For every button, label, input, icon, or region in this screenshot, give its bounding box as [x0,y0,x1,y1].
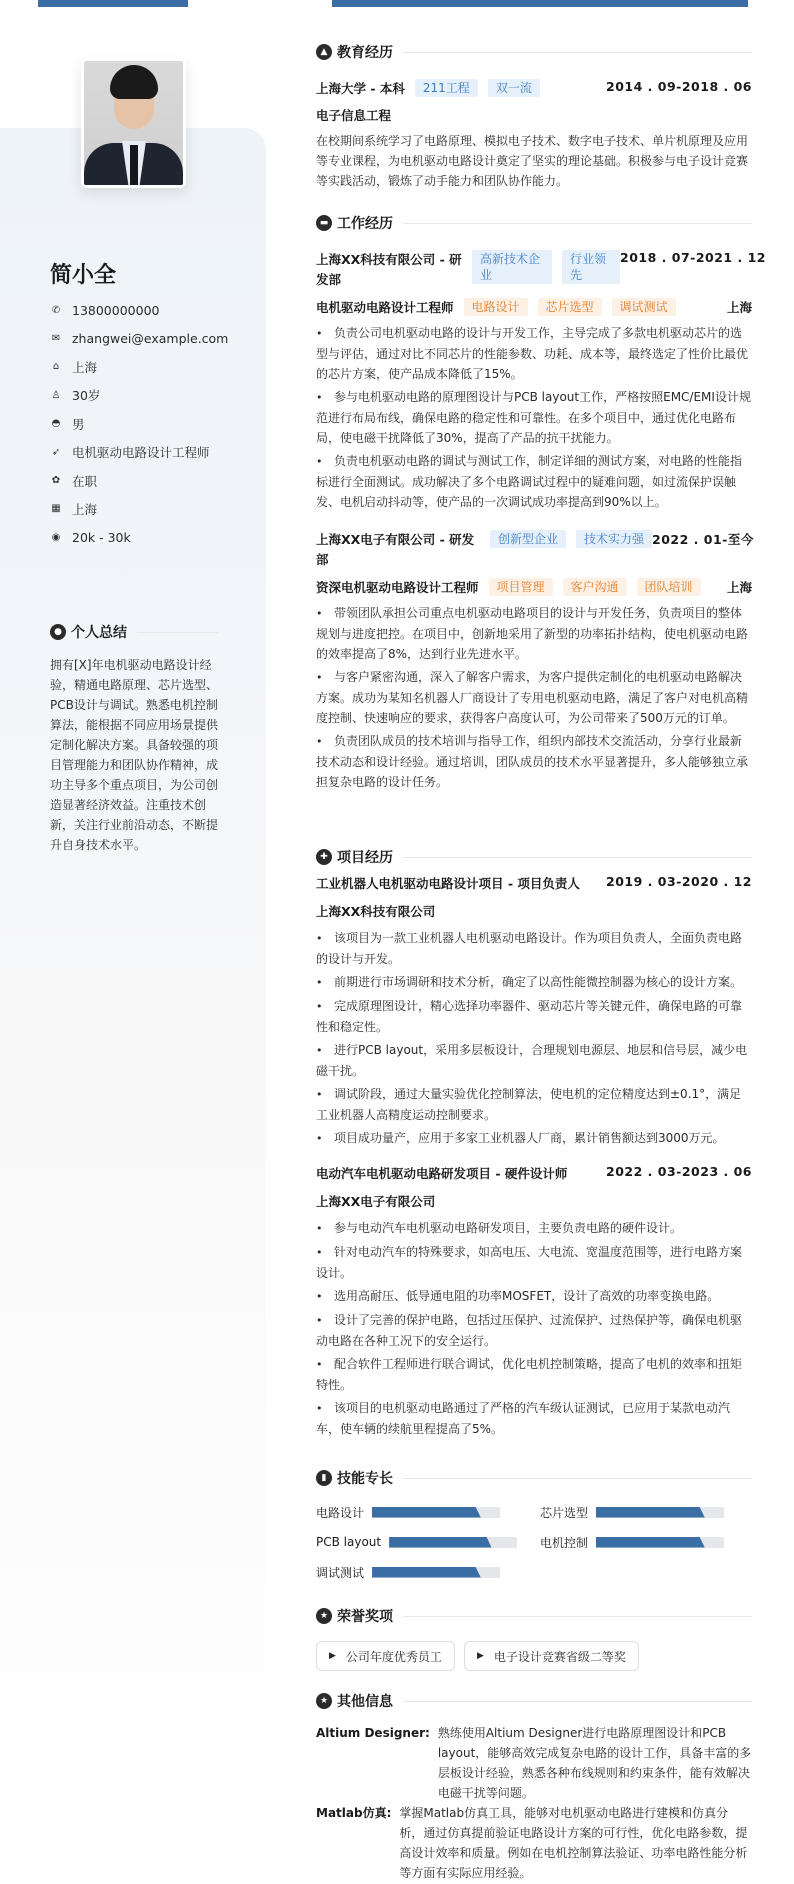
divider [403,857,752,858]
list-item: • 前期进行市场调研和技术分析，确定了以高性能微控制器为核心的设计方案。 [316,975,743,989]
company-tag: 行业领先 [562,250,620,284]
list-item: • 参与电机驱动电路的原理图设计与PCB layout工作，严格按照EMC/EMI设计规范进行布局布线，确保电路的稳定性和可靠性。在多个项目中，通过优化电路布局，使电磁干扰降低了30%，提高了产品的抗干扰能力。 [316,390,751,445]
role-tag: 项目管理 [489,578,553,596]
company-tag: 技术实力强 [576,530,652,548]
skill-bar [596,1537,724,1548]
work-bullets [316,323,752,515]
list-item: • 选用高耐压、低导通电阻的功率MOSFET，设计了高效的功率变换电路。 [316,1289,720,1303]
job-role: 资深电机驱动电路设计工程师 [316,580,479,595]
work-bullets [316,603,752,795]
work-item-header [316,250,766,290]
other-list [316,1723,752,1883]
list-item: • 负责公司电机驱动电路的设计与开发工作，主导完成了多款电机驱动芯片的选型与评估，通过对比不同芯片的性能参数、功耗、成本等，最终选定了性价比最优的芯片方案，使产品成本降低了15%。 [316,326,749,381]
contact-list [50,296,228,552]
contact-salary: ◉ 20k - 30k [51,529,131,545]
skill-item: PCB layout [316,1532,540,1552]
awards-list [316,1641,752,1671]
list-item: • 配合软件工程师进行联合调试，优化电机控制策略，提高了电机的效率和扭矩特性。 [316,1357,743,1392]
skill-bar [389,1537,517,1548]
info-icon: ★ [316,1693,332,1709]
company-tag: 创新型企业 [490,530,566,548]
work-role-row [316,298,752,316]
school-tag: 211工程 [415,79,478,97]
list-item: • 调试阶段，通过大量实验优化控制算法，使电机的定位精度达到±0.1°，满足工业机器人高精度运动控制要求。 [316,1087,742,1122]
education-date: 2014 . 09-2018 . 06 [606,79,752,94]
skill-item: 调试测试 [316,1562,540,1582]
project-bullets [316,928,752,1152]
list-item: • 带领团队承担公司重点电机驱动电路项目的设计与开发任务，负责项目的整体规划与进度把控。在项目中，创新地采用了新型的功率拓扑结构，使电机驱动电路的效率提高了8%，达到行业先进水平。 [316,606,749,661]
list-item: • 该项目为一款工业机器人电机驱动电路设计。作为项目负责人，全面负责电路的设计与开发。 [316,931,743,966]
skill-bar [372,1567,500,1578]
education-row [316,79,752,97]
role-tag: 芯片选型 [538,298,602,316]
award-item: ▶ 公司年度优秀员工 [316,1641,455,1671]
trophy-icon: ★ [316,1608,332,1624]
work-date: 2022 . 01-至今 [652,532,754,547]
bar-chart-icon: ▮ [316,1470,332,1486]
school-tag: 双一流 [488,79,540,97]
grid-icon: ✚ [316,849,332,865]
other-heading: ★ 其他信息 [316,1691,752,1711]
contact-email: ✉ zhangwei@example.com [51,331,229,347]
graduation-cap-icon: ▲ [316,44,332,60]
major: 电子信息工程 [316,108,392,123]
contact-work-city: ▦ 上海 [51,501,98,517]
contact-location: ⌂ 上海 [50,353,228,381]
cake-icon: ♙ [51,389,61,401]
skill-item: 芯片选型 [540,1502,752,1522]
mail-icon: ✉ [51,333,61,345]
skills-grid [316,1502,752,1582]
role-tag: 客户沟通 [563,578,627,596]
company-name: 上海XX科技有限公司 - 研发部 [316,252,462,287]
project-company: 上海XX电子有限公司 [316,1194,436,1209]
list-item: • 负责团队成员的技术培训与指导工作，组织内部技术交流活动，分享行业最新技术动态和设计经验。通过培训，团队成员的技术水平显著提升，多人能够独立承担复杂电路的设计任务。 [316,734,749,789]
list-item: • 设计了完善的保护电路，包括过压保护、过流保护、过热保护等，确保电机驱动电路在各种工况下的安全运行。 [316,1313,743,1348]
work-heading: ▬ 工作经历 [316,213,752,233]
project-header [316,874,752,892]
divider [403,52,752,53]
user-icon: ● [50,624,66,640]
contact-gender: ◓ 男 [51,416,85,432]
divider [137,632,218,633]
building-icon: ▦ [51,503,61,515]
role-tag: 电路设计 [464,298,528,316]
work-date: 2018 . 07-2021 . 12 [620,250,766,265]
education-description: 在校期间系统学习了电路原理、模拟电子技术、数字电子技术、单片机原理及应用等专业课程，为电机驱动电路设计奠定了坚实的理论基础。积极参与电子设计竞赛等实践活动，锻炼了动手能力和团队协作能力。 [316,134,749,188]
divider [403,1616,752,1617]
paper-plane-icon: ➶ [51,446,61,458]
avatar-photo [81,58,186,188]
project-header [316,1164,752,1182]
top-accent-bar-right [332,0,748,7]
summary-text: 拥有[X]年电机驱动电路设计经验，精通电路原理、芯片选型、PCB设计与调试。熟悉电机控制算法，能根据不同应用场景提供定制化解决方案。具备较强的项目管理能力和团队协作精神，成功主导多个重点项目，为公司创造显著经济效益。注重技术创新，关注行业前沿动态，不断提升自身技术水平。 [50,658,219,852]
projects-heading: ✚ 项目经历 [316,847,752,867]
project-date: 2022 . 03-2023 . 06 [606,1164,752,1179]
company-tag: 高新技术企业 [472,250,552,284]
list-item: • 与客户紧密沟通，深入了解客户需求，为客户提供定制化的电机驱动电路解决方案。成功为某知名机器人厂商设计了专用电机驱动电路，满足了客户对电机高精度控制、快速响应的要求，获得客户高度认可，为公司带来了500万元的订单。 [316,670,749,725]
skill-bar [372,1507,500,1518]
salary-icon: ◉ [51,531,61,543]
skill-bar [596,1507,724,1518]
education-heading: ▲ 教育经历 [316,42,752,62]
top-accent-bar-left [38,0,188,7]
company-name: 上海XX电子有限公司 - 研发部 [316,532,475,567]
list-item: • 参与电动汽车电机驱动电路研发项目，主要负责电路的硬件设计。 [316,1221,683,1235]
skill-item: 电路设计 [316,1502,540,1522]
job-role: 电机驱动电路设计工程师 [316,300,454,315]
contact-job-target: ➶ 电机驱动电路设计工程师 [51,445,210,461]
list-item: • 针对电动汽车的特殊要求，如高电压、大电流、宽温度范围等，进行电路方案设计。 [316,1245,743,1280]
work-item-header [316,530,752,570]
divider [403,1478,752,1479]
project-name: 电动汽车电机驱动电路研发项目 - 硬件设计师 [316,1166,568,1181]
triangle-icon: ▶ [329,1651,336,1661]
awards-heading: ★ 荣誉奖项 [316,1606,752,1626]
triangle-icon: ▶ [476,1651,484,1661]
work-location: 上海 [726,300,752,315]
skills-heading: ▮ 技能专长 [316,1468,752,1488]
list-item: • 项目成功量产，应用于多家工业机器人厂商，累计销售额达到3000万元。 [316,1131,725,1145]
work-role-row [316,578,752,596]
contact-phone: ✆ 13800000000 [51,302,160,318]
award-item: ▶ 电子设计竞赛省级二等奖 [464,1641,639,1671]
skill-item: 电机控制 [540,1532,752,1552]
role-tag: 调试测试 [612,298,676,316]
list-item: • 进行PCB layout，采用多层板设计，合理规划电源层、地层和信号层，减少电磁干扰。 [316,1043,748,1078]
role-tag: 团队培训 [637,578,701,596]
home-icon: ⌂ [52,361,60,373]
phone-icon: ✆ [51,304,61,316]
gender-icon: ◓ [51,418,61,430]
divider [403,223,752,224]
school-name: 上海大学 - 本科 [316,81,405,96]
other-item: Matlab仿真: 掌握Matlab仿真工具，能够对电机驱动电路进行建模和仿真分析，通过仿真提前验证电路设计方案的可行性，优化电路参数，提高设计效率和质量。例如在电机控制算法验证、功率电路性能分析等方面有实际应用经验。 [316,1806,748,1880]
project-name: 工业机器人电机驱动电路设计项目 - 项目负责人 [316,876,580,891]
status-icon: ✿ [51,475,61,487]
project-date: 2019 . 03-2020 . 12 [606,874,752,889]
summary-heading: ● 个人总结 [50,622,218,642]
project-bullets [316,1218,752,1442]
candidate-name: 简小全 [50,263,117,288]
divider [403,1701,752,1702]
briefcase-icon: ▬ [316,215,332,231]
list-item: • 负责电机驱动电路的调试与测试工作，制定详细的测试方案，对电路的性能指标进行全面测试。成功解决了多个电路调试过程中的疑难问题，如过流保护误触发、电机启动抖动等，使产品的一次调试成功率提高到90%以上。 [316,454,743,509]
project-company: 上海XX科技有限公司 [316,904,436,919]
other-item: Altium Designer: 熟练使用Altium Designer进行电路原理图设计和PCB layout，能够高效完成复杂电路的设计工作，具备丰富的多层板设计经验，熟悉各种布线规则和约束条件，能有效解决电磁干扰等问题。 [316,1726,752,1800]
list-item: • 完成原理图设计，精心选择功率器件、驱动芯片等关键元件，确保电路的可靠性和稳定性。 [316,999,743,1034]
list-item: • 该项目的电机驱动电路通过了严格的汽车级认证测试，已应用于某款电动汽车，使车辆的续航里程提高了5%。 [316,1401,731,1436]
work-location: 上海 [726,580,752,595]
contact-status: ✿ 在职 [51,473,98,489]
contact-age: ♙ 30岁 [51,388,101,404]
